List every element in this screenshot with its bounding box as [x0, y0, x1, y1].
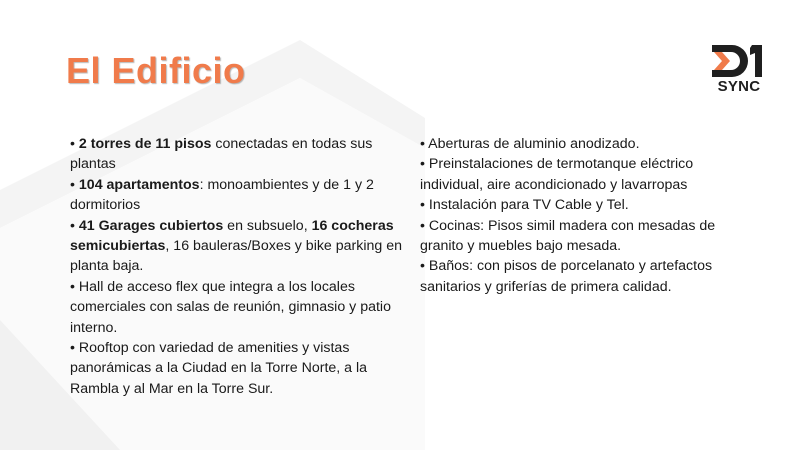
- bullet: •: [70, 217, 75, 234]
- bullet: •: [420, 136, 425, 152]
- list-item: • 41 Garages cubiertos en subsuelo, 16 cocheras semicubiertas, 16 bauleras/Boxes y bike parking en planta baja.: [70, 217, 403, 275]
- features-right-column: [420, 134, 742, 297]
- bullet: •: [420, 197, 425, 214]
- sync-logo: [708, 44, 768, 100]
- list-item: • 104 apartamentos: monoambientes y de 1 y 2 dormitorios: [70, 176, 374, 214]
- bullet: •: [70, 278, 75, 295]
- bullet: •: [420, 258, 425, 275]
- sync-wordmark: SYNC: [717, 78, 761, 95]
- list-item: • Hall de acceso flex que integra a los locales comerciales con salas de reunión, gimnasio y patio interno.: [70, 278, 391, 336]
- list-item: • Preinstalaciones de termotanque eléctrico individual, aire acondicionado y lavarropas: [420, 156, 694, 193]
- page-title: El Edificio: [66, 50, 246, 91]
- features-left-column: [70, 134, 408, 399]
- d1-logo-mark-icon: [708, 44, 768, 78]
- list-item: • Cocinas: Pisos simil madera con mesadas de granito y muebles bajo mesada.: [420, 217, 716, 255]
- list-item: • Rooftop con variedad de amenities y vistas panorámicas a la Ciudad en la Torre Norte, a la Rambla y al Mar en la Torre Sur.: [70, 340, 368, 397]
- bullet: •: [70, 340, 75, 357]
- list-item: • Aberturas de aluminio anodizado.: [420, 136, 640, 152]
- bullet: •: [420, 156, 425, 173]
- bullet: •: [420, 217, 425, 234]
- list-item: • 2 torres de 11 pisos conectadas en todas sus plantas: [70, 136, 373, 173]
- list-item: • Baños: con pisos de porcelanato y artefactos sanitarios y griferías de primera calidad.: [420, 258, 713, 295]
- list-item: • Instalación para TV Cable y Tel.: [420, 197, 629, 214]
- bullet: •: [70, 176, 75, 193]
- bullet: •: [70, 136, 75, 152]
